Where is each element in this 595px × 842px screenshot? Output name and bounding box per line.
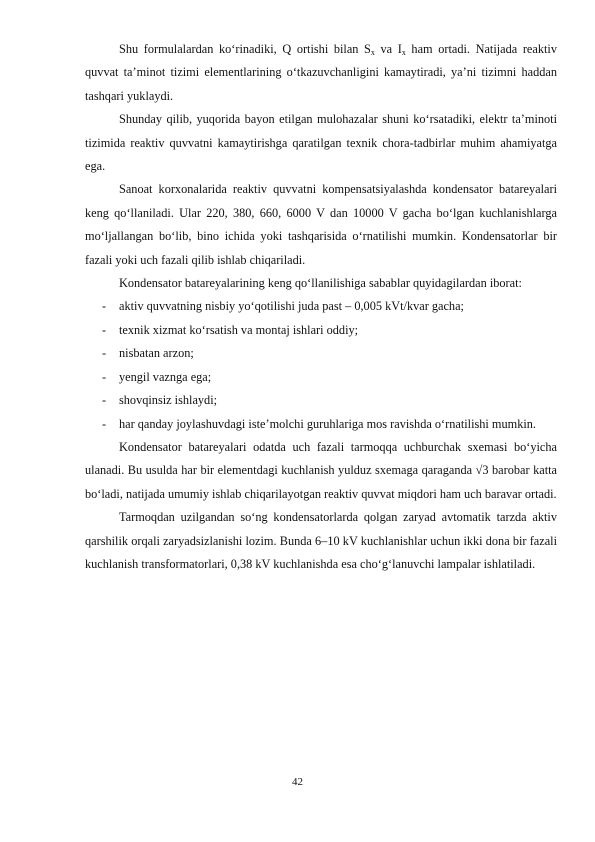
paragraph-reasons-intro: Kondensator batareyalarining keng qo‘llanilishiga sabablar quyidagilardan iborat: bbox=[119, 276, 522, 291]
list-item bbox=[85, 295, 557, 318]
list-item-text: har qanday joylashuvdagi iste’molchi guruhlariga mos ravishda o‘rnatilishi mumkin. bbox=[119, 416, 536, 431]
list-item bbox=[85, 413, 557, 436]
paragraph-measures: Shunday qilib, yuqorida bayon etilgan mulohazalar shuni ko‘rsatadiki, elektr ta’minoti tizimida reaktiv quvvatni kamaytirishga qaratilgan texnik chora-tadbirlar muhim ahamiyatga ega. bbox=[85, 112, 557, 174]
dash-marker: - bbox=[102, 393, 107, 408]
list-item-text: aktiv quvvatning nisbiy yo‘qotilishi juda past – 0,005 kVt/kvar gacha; bbox=[119, 299, 464, 314]
dash-marker: - bbox=[102, 416, 107, 431]
subscript: x bbox=[370, 48, 375, 57]
paragraph-delta-connection: Kondensator batareyalari odatda uch fazali tarmoqqa uchburchak sxemasi bo‘yicha ulanadi. Bu usulda har bir elementdagi kuchlanish yulduz sxemaga qaraganda √3 barobar katta bo‘ladi, natijada umumiy ishlab chiqarilayotgan reaktiv quvvat miqdori ham uch baravar ortadi. bbox=[85, 439, 557, 501]
list-item-text: nisbatan arzon; bbox=[119, 346, 194, 361]
dash-marker: - bbox=[102, 299, 107, 314]
dash-marker: - bbox=[102, 369, 107, 384]
list-item bbox=[85, 389, 557, 412]
paragraph-text: Shu formulalardan ko‘rinadiki, Q ortishi bilan S bbox=[119, 42, 371, 56]
page-number: 42 bbox=[292, 776, 303, 788]
paragraph-formula-conclusion bbox=[85, 38, 557, 108]
list-item-text: texnik xizmat ko‘rsatish va montaj ishlari oddiy; bbox=[119, 322, 359, 337]
dash-marker: - bbox=[102, 322, 107, 337]
paragraph-capacitor-batteries: Sanoat korxonalarida reaktiv quvvatni kompensatsiyalashda kondensator batareyalari keng qo‘llaniladi. Ular 220, 380, 660, 6000 V dan 10000 V gacha bo‘lgan kuchlanishlarga mo‘ljallangan bo‘lib, bino ichida yoki tashqarisida o‘rnatilishi mumkin. Kondensatorlar bir fazali yoki uch fazali qilib ishlab chiqariladi. bbox=[85, 182, 557, 267]
list-item-text: shovqinsiz ishlaydi; bbox=[119, 393, 218, 408]
list-item bbox=[85, 342, 557, 365]
list-item bbox=[85, 319, 557, 342]
reasons-list bbox=[85, 295, 557, 435]
list-item-text: yengil vaznga ega; bbox=[119, 369, 212, 384]
paragraph-text: ham ortadi. Natijada reaktiv quvvat ta’minot tizimi elementlarining o‘tkazuvchanligini kamaytiradi, ya’ni tizimni haddan tashqari yuklaydi. bbox=[85, 42, 557, 103]
dash-marker: - bbox=[102, 346, 107, 361]
paragraph-discharge: Tarmoqdan uzilgandan so‘ng kondensatorlarda qolgan zaryad avtomatik tarzda aktiv qarshilik orqali zaryadsizlanishi lozim. Bunda 6–10 kV kuchlanishlar uchun ikki dona bir fazali kuchlanish transformatorlari, 0,38 kV kuchlanishda esa cho‘g‘lanuvchi lampalar ishlatiladi. bbox=[85, 510, 557, 571]
document-page bbox=[85, 38, 557, 576]
subscript: x bbox=[401, 48, 406, 57]
list-item bbox=[85, 366, 557, 389]
paragraph-text: va I bbox=[374, 42, 402, 56]
